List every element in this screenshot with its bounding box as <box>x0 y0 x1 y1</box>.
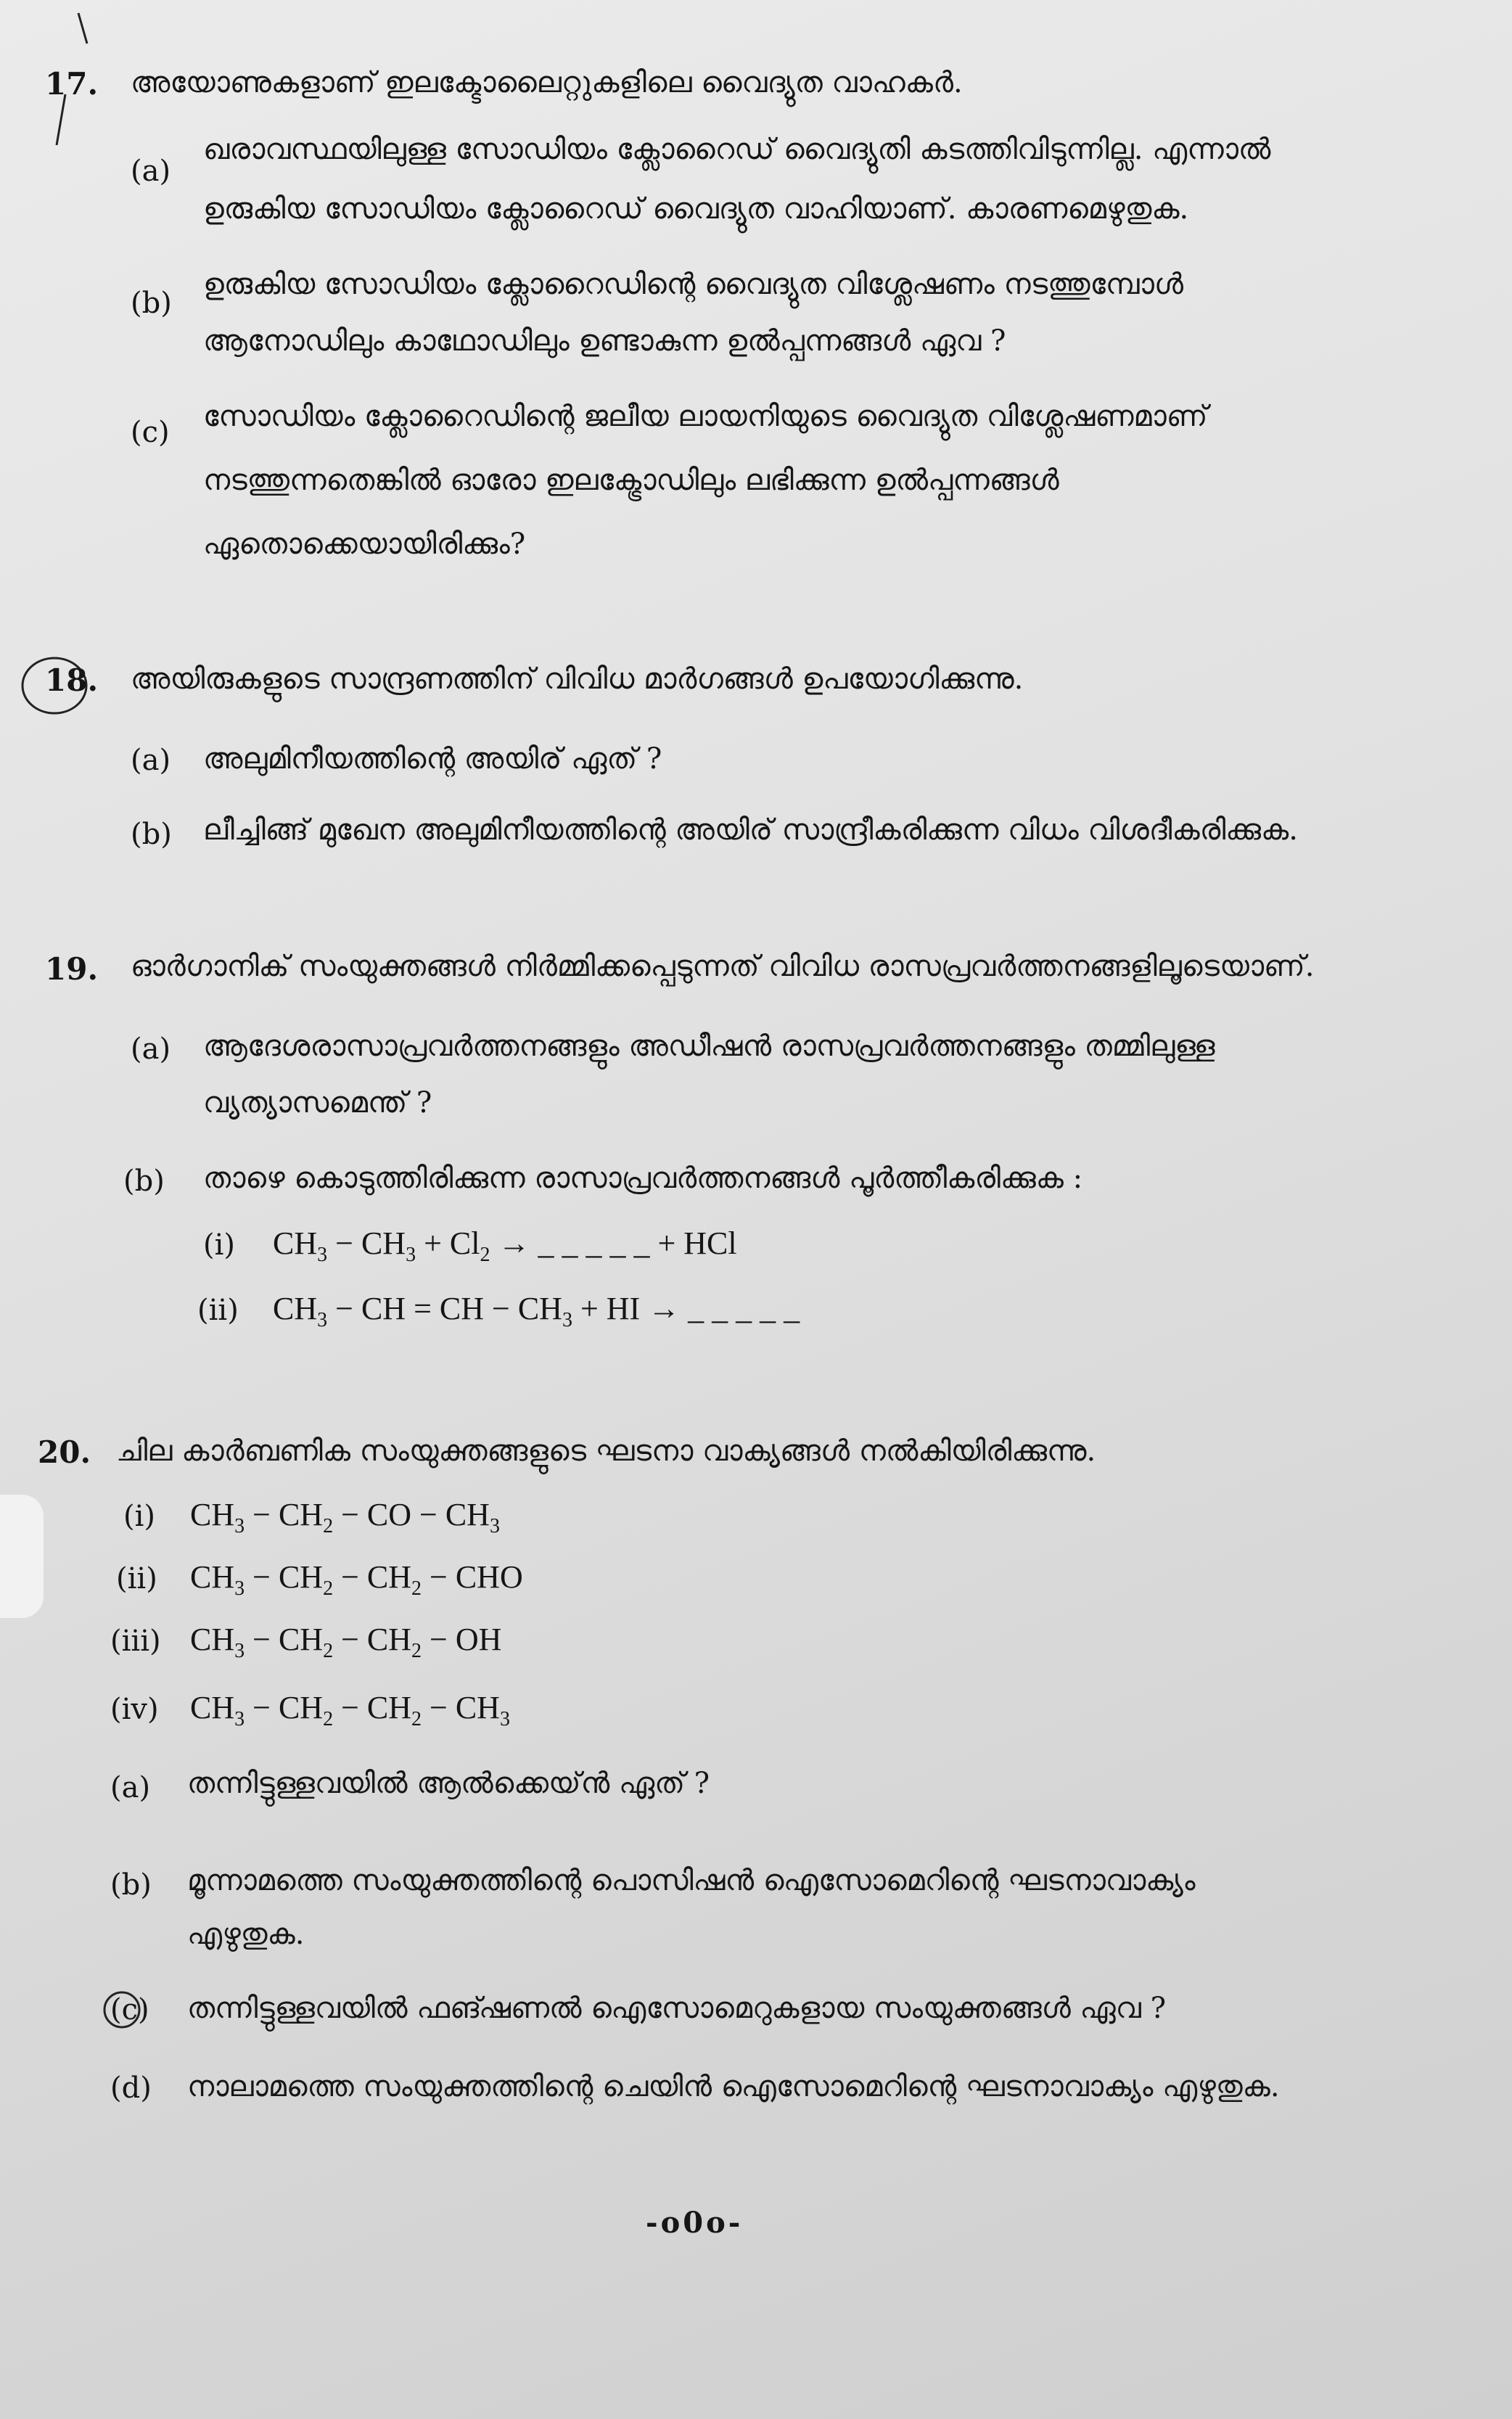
q19a-line1: ആദേശരാസാപ്രവർത്തനങ്ങളും അഡീഷൻ രാസപ്രവർത്തനങ്ങളും തമ്മിലുള്ള <box>203 1030 1215 1063</box>
q19b-line1: താഴെ കൊടുത്തിരിക്കുന്ന രാസാപ്രവർത്തനങ്ങൾ പൂർത്തീകരിക്കുക : <box>203 1162 1083 1195</box>
q20a-label: (a) <box>110 1771 151 1804</box>
q20iv-label: (iv) <box>110 1693 159 1726</box>
q20-stem: ചില കാർബണിക സംയുക്തങ്ങളുടെ ഘടനാ വാക്യങ്ങൾ നൽകിയിരിക്കുന്നു. <box>116 1434 1096 1468</box>
q20c-label: (c) <box>110 1993 149 2026</box>
q20i-formula: $CH_3 - CH_2$ − CO − $CH_3$ <box>190 1497 500 1537</box>
q18b-label: (b) <box>131 818 172 851</box>
q20a-line1: തന്നിട്ടുള്ളവയിൽ ആൽക്കെയ്ൻ ഏത് ? <box>187 1767 710 1800</box>
q18-number: 18. <box>45 662 99 698</box>
q19bi-equation: $CH_3 - CH_3 + Cl_2$ → _ _ _ _ _ + HCl <box>273 1225 737 1266</box>
q19a-label: (a) <box>131 1032 171 1066</box>
q17a-line1: ഖരാവസ്ഥയിലുള്ള സോഡിയം ക്ലോറൈഡ് വൈദ്യുതി കടത്തിവിടുന്നില്ല. എന്നാൽ <box>203 133 1271 166</box>
q20iii-label: (iii) <box>110 1625 161 1658</box>
q20b-label: (b) <box>110 1868 152 1902</box>
q17b-line1: ഉരുകിയ സോഡിയം ക്ലോറൈഡിന്റെ വൈദ്യുത വിശ്ലേഷണം നടത്തുമ്പോൾ <box>203 268 1183 301</box>
q20b-line1: മൂന്നാമത്തെ സംയുക്തത്തിന്റെ പൊസിഷൻ ഐസോമെറിന്റെ ഘടനാവാക്യം <box>187 1864 1196 1897</box>
q18a-label: (a) <box>131 744 171 777</box>
punch-hole <box>0 1495 44 1618</box>
q18b-line1: ലീച്ചിങ്ങ് മുഖേന അലുമിനീയത്തിന്റെ അയിര് സാന്ദ്രീകരിക്കുന്ന വിധം വിശദീകരിക്കുക. <box>203 813 1298 847</box>
q19-stem: ഓർഗാനിക് സംയുക്തങ്ങൾ നിർമ്മിക്കപ്പെടുന്നത് വിവിധ രാസപ്രവർത്തനങ്ങളിലൂടെയാണ്. <box>131 950 1315 983</box>
q17a-line2: ഉരുകിയ സോഡിയം ക്ലോറൈഡ് വൈദ്യുത വാഹിയാണ്. കാരണമെഴുതുക. <box>203 192 1189 226</box>
q20d-line1: നാലാമത്തെ സംയുക്തത്തിന്റെ ചെയിൻ ഐസോമെറിന്റെ ഘടനാവാക്യം എഴുതുക. <box>187 2070 1280 2103</box>
q17c-line1: സോഡിയം ക്ലോറൈഡിന്റെ ജലീയ ലായനിയുടെ വൈദ്യുത വിശ്ലേഷണമാണ് <box>203 400 1208 433</box>
q20i-label: (i) <box>123 1500 156 1533</box>
q20iv-formula: $CH_3 - CH_2 - CH_2 - CH_3$ <box>190 1690 510 1730</box>
q17a-label: (a) <box>131 155 171 188</box>
q19bii-label: (ii) <box>197 1294 239 1327</box>
q19-number: 19. <box>45 951 99 987</box>
q19b-label: (b) <box>123 1165 165 1198</box>
q20c-line1: തന്നിട്ടുള്ളവയിൽ ഫങ്ഷണൽ ഐസോമെറുകളായ സംയുക്തങ്ങൾ ഏവ ? <box>187 1992 1167 2025</box>
q17-stem: അയോണുകളാണ് ഇലക്ടോലൈറ്റുകളിലെ വൈദ്യുത വാഹകർ. <box>131 66 963 99</box>
q20-number: 20. <box>38 1434 91 1470</box>
q17c-line2: നടത്തുന്നതെങ്കിൽ ഓരോ ഇലക്ട്രോഡിലും ലഭിക്കുന്ന ഉൽപ്പന്നങ്ങൾ <box>203 464 1059 497</box>
q19a-line2: വ്യത്യാസമെന്ത് ? <box>203 1086 432 1120</box>
q20iii-formula: $CH_3 - CH_2 - CH_2$ − OH <box>190 1622 502 1662</box>
q20d-label: (d) <box>110 2071 152 2105</box>
q19bi-label: (i) <box>203 1228 236 1262</box>
q18-stem: അയിരുകളുടെ സാന്ദ്രണത്തിന് വിവിധ മാർഗങ്ങൾ ഉപയോഗിക്കുന്നു. <box>131 662 1024 696</box>
q18a-line1: അലുമിനീയത്തിന്റെ അയിര് ഏത് ? <box>203 742 662 776</box>
q17c-line3: ഏതൊക്കെയായിരിക്കും? <box>203 527 526 561</box>
q20b-line2: എഴുതുക. <box>187 1918 305 1951</box>
q20ii-formula: $CH_3 - CH_2 - CH_2$ − CHO <box>190 1559 523 1600</box>
end-marker: -o0o- <box>646 2206 744 2240</box>
q20ii-label: (ii) <box>116 1562 157 1595</box>
q19bii-equation: $CH_3$ − CH = CH − $CH_3$ + HI → _ _ _ _ _ <box>273 1291 800 1331</box>
q17-number: 17. <box>45 66 99 102</box>
q17c-label: (c) <box>131 416 170 449</box>
q17b-label: (b) <box>131 287 172 320</box>
q17b-line2: ആനോഡിലും കാഥോഡിലും ഉണ്ടാകുന്ന ഉൽപ്പന്നങ്ങൾ ഏവ ? <box>203 324 1006 358</box>
